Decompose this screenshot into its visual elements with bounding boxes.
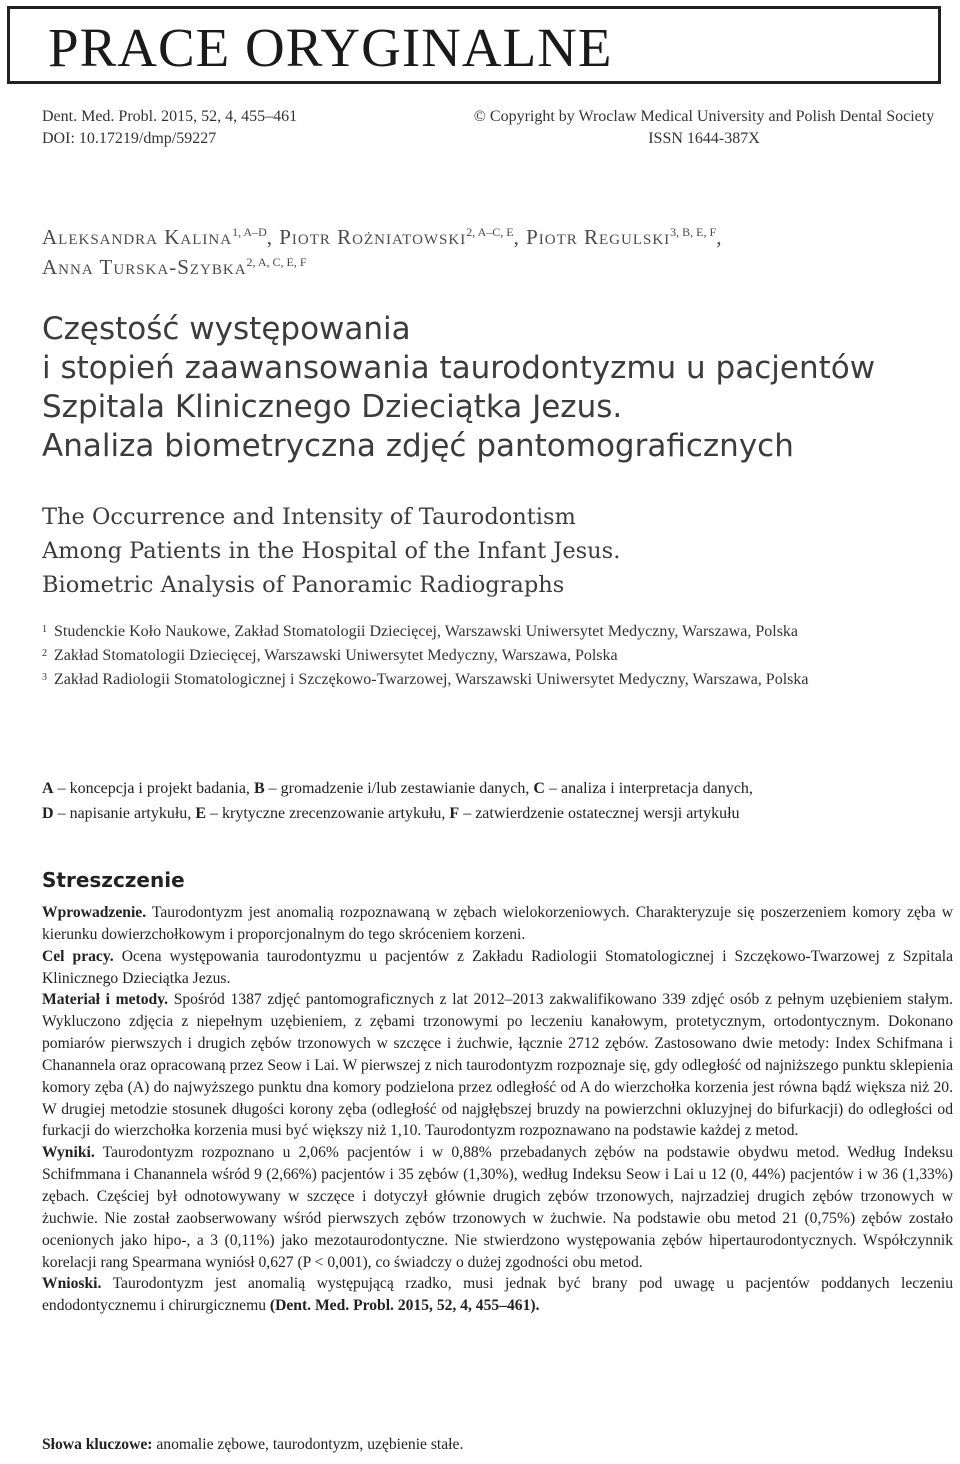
title-line: Częstość występowania	[42, 311, 411, 347]
affiliation: 3 Zakład Radiologii Stomatologicznej i Szczękowo-Twarzowej, Warszawski Uniwersytet Medyczny, Warszawa, Polska	[42, 671, 809, 688]
citation-block	[42, 106, 297, 150]
author: Anna Turska-Szybka$^{2, A, C, E, F}$	[42, 255, 307, 279]
keywords: Słowa kluczowe: anomalie zębowe, taurodontyzm, uzębienie stałe.	[42, 1436, 464, 1453]
title-english	[42, 500, 942, 602]
abstract-body	[42, 902, 953, 1317]
copyright: © Copyright by Wroclaw Medical University and Polish Dental Society	[473, 108, 935, 125]
section-banner	[7, 6, 941, 84]
abstract-section: Materiał i metody. Spośród 1387 zdjęć pantomograficznych z lat 2012–2013 zakwalifikowano 339 zdjęć osób z pełnym uzębieniem stałym. Wykluczono zdjęcia z niepełnym uzębieniem, z zębami trzonowymi po leczeniu kanałowym, protetycznym, ortodontycznym. Dokonano pomiarów pierwszych i drugich zębów trzonowych w szczęce i żuchwie, łącznie 2712 zębów. Zastosowano dwie metody: Index Schifmana i Chanannela oraz opracowaną przez Seow i Lai. W pierwszej z nich taurodontyzm rozpoznaje się, gdy odległość od najniższego punktu sklepienia komory zęba (A) do najwyższego punktu dna komory podzielona przez odległość od A do wierzchołka korzenia jest równa bądź większa niż 20. W drugiej metodzie stosunek długości korony zęba (odległość od najgłębszej bruzdy na powierzchni okluzyjnej do bifurkacji) do odległości od furkacji do wierzchołka korzenia musi być większy niż 1,10. Taurodontyzm rozpoznawano na podstawie każdej z metod.	[42, 991, 953, 1140]
abstract-section: Wprowadzenie. Taurodontyzm jest anomalią rozpoznawaną w zębach wielokorzeniowych. Charakteryzuje się poszerzeniem komory zęba w kierunku dowierzchołkowym i proporcjonalnym do tego skróceniem korzeni.	[42, 904, 953, 943]
citation: Dent. Med. Probl. 2015, 52, 4, 455–461	[42, 108, 298, 125]
abstract-section: Wnioski. Taurodontyzm jest anomalią występującą rzadko, musi jednak być brany pod uwagę u pacjentów poddanych leczeniu endodontycznemu i chirurgicznemu (Dent. Med. Probl. 2015, 52, 4, 455–461).	[42, 1275, 953, 1315]
author-list: Aleksandra Kalina$^{1, A-D}$, Piotr Rożniatowski$^{2, A-C, E}$, Piotr Regulski$^{3, B, E, F}$, Anna Turska-Szybka$^{2, A, C, E, F}$	[42, 225, 723, 279]
banner-title: PRACE ORYGINALNE	[48, 17, 613, 78]
author-contributions: A – koncepcja i projekt badania, B – gromadzenie i/lub zestawianie danych, C – analiza i interpretacja danych, D – napisanie artykułu, E – krytyczne zrecenzowanie artykułu, F – zatwierdzenie ostatecznej wersji artykułu	[42, 780, 753, 822]
author: Piotr Rożniatowski$^{2, A-C, E}$	[279, 225, 514, 249]
affiliations	[42, 620, 942, 692]
abstract-section: Cel pracy. Ocena występowania taurodontyzmu u pacjentów z Zakładu Radiologii Stomatologicznej i Szczękowo-Twarzowej z Szpitala Klinicznego Dzieciątka Jezus.	[42, 947, 953, 987]
doi[interactable]: DOI: 10.17219/dmp/59227	[42, 130, 217, 147]
copyright-block	[460, 106, 948, 150]
affiliation: 1 Studenckie Koło Naukowe, Zakład Stomatologii Dziecięcej, Warszawski Uniwersytet Medyczny, Warszawa, Polska	[42, 623, 799, 640]
author: Piotr Regulski$^{3, B, E, F}$	[526, 225, 717, 249]
title-line: Biometric Analysis of Panoramic Radiographs	[42, 572, 565, 598]
title-line: Szpitala Klinicznego Dzieciątka Jezus.	[42, 389, 623, 425]
title-line: Among Patients in the Hospital of the Infant Jesus.	[42, 538, 621, 564]
title-polish	[42, 310, 942, 466]
title-line: i stopień zaawansowania taurodontyzmu u pacjentów	[42, 350, 876, 386]
title-line: Analiza biometryczna zdjęć pantomograficznych	[42, 428, 794, 464]
abstract-heading: Streszczenie	[42, 868, 185, 892]
issn: ISSN 1644-387X	[648, 130, 760, 147]
affiliation: 2 Zakład Stomatologii Dziecięcej, Warszawski Uniwersytet Medyczny, Warszawa, Polska	[42, 647, 618, 664]
title-line: The Occurrence and Intensity of Taurodontism	[42, 504, 576, 530]
abstract-section: Wyniki. Taurodontyzm rozpoznano u 2,06% pacjentów i w 0,88% przebadanych zębów na podstawie obydwu metod. Według Indeksu Schifmmana i Chanannela wśród 9 (2,66%) pacjentów i 35 zębów (1,30%), według Indeksu Seow i Lai u 12 (0, 44%) pacjentów i w 36 (1,33%) zębach. Częściej był odnotowywany w szczęce i dotyczył głównie drugich zębów trzonowych, najrzadziej drugich zębów trzonowych w żuchwie. Nie został zaobserwowany wśród pierwszych zębów trzonowych w żuchwie. Na podstawie obu metod 21 (0,75%) zębów zostało ocenionych jako hipo-, a 3 (0,11%) jako mezotaurodontyczne. Nie stwierdzono występowania zębów hipertaurodontycznych. Współczynnik korelacji rang Spearmana wyniósł 0,627 (P < 0,001), co świadczy o dużej zgodności obu metod.	[42, 1144, 953, 1271]
author: Aleksandra Kalina$^{1, A-D}$	[42, 225, 267, 249]
